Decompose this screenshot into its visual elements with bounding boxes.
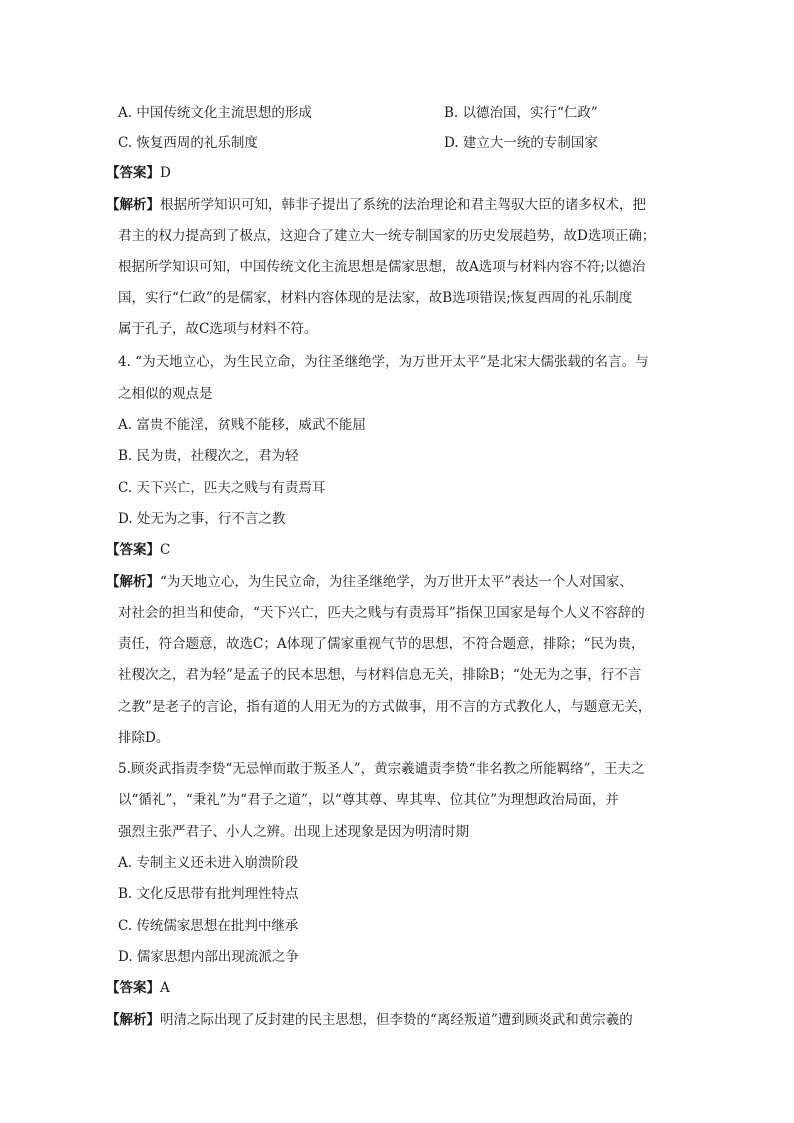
q5-answer bbox=[106, 978, 170, 998]
q3-analysis-line-3: 根据所学知识可知，中国传统文化主流思想是儒家思想，故A选项与材料内容不符;以德治 bbox=[118, 259, 646, 275]
q4-stem-line-2: 之相似的观点是 bbox=[118, 386, 213, 402]
answer-label: 【答案】 bbox=[106, 542, 160, 558]
analysis-text: 根据所学知识可知，韩非子提出了系统的法治理论和君主驾驭大臣的诸多权术，把 bbox=[160, 197, 646, 213]
q5-option-c: C. 传统儒家思想在批判中继承 bbox=[118, 918, 299, 934]
q5-stem-line-1: 5.顾炎武指责李贽“无忌惮而敢于叛圣人”，黄宗羲谴责李贽“非名教之所能羁络”，王夫之 bbox=[118, 761, 645, 777]
analysis-text: 明清之际出现了反封建的民主思想，但李贽的“离经叛道”遭到顾炎武和黄宗羲的 bbox=[160, 1012, 633, 1028]
q3-analysis-line-2: 君主的权力提高到了极点，这迎合了建立大一统专制国家的历史发展趋势，故D选项正确； bbox=[118, 228, 656, 244]
q4-stem-line-1: 4. “为天地立心，为生民立命，为往圣继绝学，为万世开太平”是北宋大儒张载的名言。与 bbox=[118, 354, 649, 370]
q3-option-b: B. 以德治国，实行“仁政” bbox=[444, 105, 598, 121]
q4-option-a: A. 富贵不能淫，贫贱不能移，威武不能屈 bbox=[118, 417, 366, 433]
analysis-label: 【解析】 bbox=[106, 1012, 160, 1028]
analysis-label: 【解析】 bbox=[106, 197, 160, 213]
answer-value: D bbox=[160, 165, 171, 181]
analysis-text: “为天地立心，为生民立命，为往圣继绝学，为万世开太平”表达一个人对国家、 bbox=[160, 574, 633, 590]
q5-option-a: A. 专制主义还未进入崩溃阶段 bbox=[118, 855, 299, 871]
q4-analysis-line-3: 责任，符合题意，故选C；A体现了儒家重视气节的思想，不符合题意，排除；“民为贵， bbox=[118, 636, 645, 652]
q4-analysis-line-1 bbox=[106, 572, 633, 592]
q4-analysis-line-6: 排除D。 bbox=[118, 730, 170, 746]
q5-stem-line-2: 以“循礼”，“秉礼”为“君子之道”，以“尊其尊、卑其卑、位其位”为理想政治局面，并 bbox=[118, 792, 619, 808]
q3-option-d: D. 建立大一统的专制国家 bbox=[444, 135, 598, 151]
answer-label: 【答案】 bbox=[106, 980, 160, 996]
q4-analysis-line-5: 之教”是老子的言论，指有道的人用无为的方式做事，用不言的方式教化人，与题意无关， bbox=[118, 699, 652, 715]
q5-option-b: B. 文化反思带有批判理性特点 bbox=[118, 886, 299, 902]
q4-option-b: B. 民为贵，社稷次之，君为轻 bbox=[118, 448, 299, 464]
q4-answer bbox=[106, 540, 170, 560]
q3-option-c: C. 恢复西周的礼乐制度 bbox=[118, 135, 258, 151]
q4-option-c: C. 天下兴亡，匹夫之贱与有责焉耳 bbox=[118, 480, 326, 496]
q4-analysis-line-2: 对社会的担当和使命，“天下兴亡，匹夫之贱与有责焉耳”指保卫国家是每个人义不容辞的 bbox=[118, 605, 645, 621]
q5-stem-line-3: 强烈主张严君子、小人之辨。出现上述现象是因为明清时期 bbox=[118, 824, 469, 840]
q5-option-d: D. 儒家思想内部出现流派之争 bbox=[118, 949, 299, 965]
q4-option-d: D. 处无为之事，行不言之教 bbox=[118, 511, 286, 527]
answer-label: 【答案】 bbox=[106, 165, 160, 181]
q3-option-a: A. 中国传统文化主流思想的形成 bbox=[118, 105, 312, 121]
q3-analysis-line-5: 属于孔子，故C选项与材料不符。 bbox=[118, 321, 318, 337]
answer-value: A bbox=[160, 980, 170, 996]
q3-analysis-line-1 bbox=[106, 195, 646, 215]
q5-analysis-line-1 bbox=[106, 1010, 633, 1030]
q4-analysis-line-4: 社稷次之，君为轻”是孟子的民本思想，与材料信息无关，排除B；“处无为之事，行不言 bbox=[118, 667, 642, 683]
q3-analysis-line-4: 国，实行“仁政”的是儒家，材料内容体现的是法家，故B选项错误;恢复西周的礼乐制度 bbox=[118, 290, 633, 306]
answer-value: C bbox=[160, 542, 171, 558]
analysis-label: 【解析】 bbox=[106, 574, 160, 590]
q3-answer bbox=[106, 163, 171, 183]
